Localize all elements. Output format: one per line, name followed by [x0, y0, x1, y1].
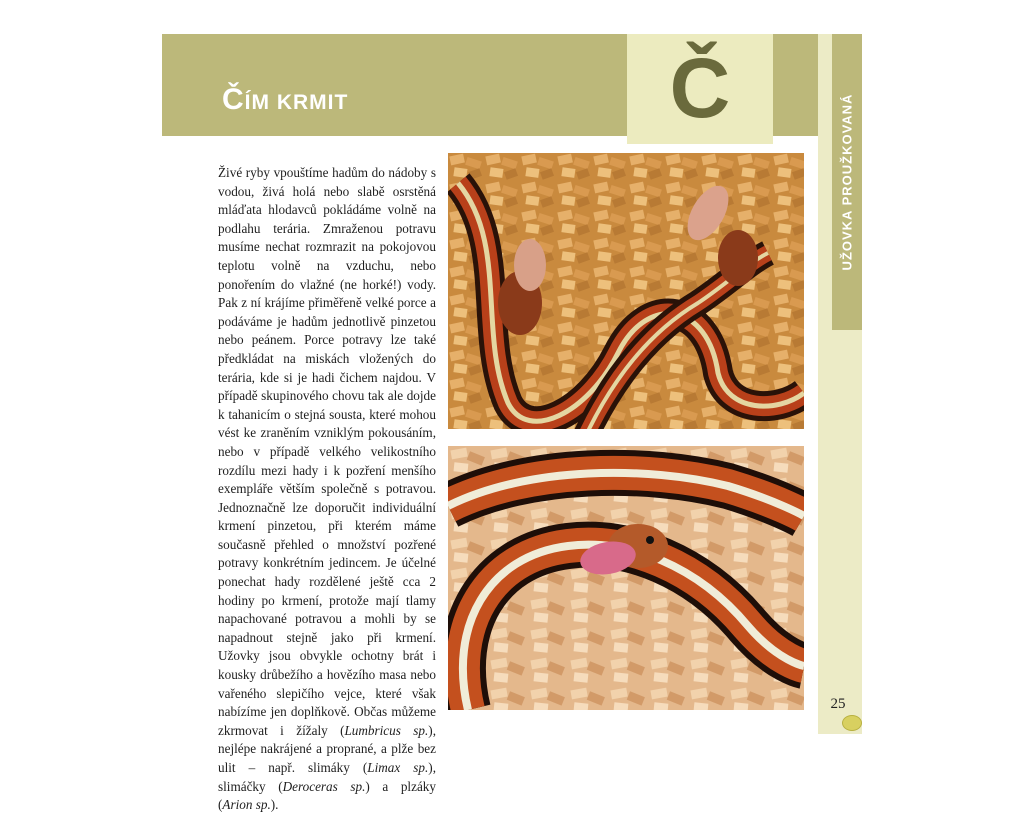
photo-snakes-eating-mice [448, 153, 804, 429]
latin-name: Limax sp. [367, 760, 429, 775]
side-tab-label-wrap [832, 34, 862, 330]
body-paragraph-cont: ) a plzáky ( [218, 778, 436, 813]
body-paragraph-cont: ), nejlépe nakrájené a proprané, a plže bez ulit – např. slimáky ( [218, 722, 436, 775]
section-letter: Č [669, 41, 731, 135]
latin-name: Lumbricus sp. [344, 722, 429, 738]
side-tab-label: UŽOVKA PROUŽKOVANÁ [839, 93, 855, 271]
side-strip [818, 34, 832, 734]
photo-snake-swallowing-mouse [448, 446, 804, 710]
body-paragraph-end: ). [270, 797, 279, 813]
side-strip-lower [832, 330, 862, 734]
photo-1-illustration [448, 153, 804, 429]
page-title [222, 83, 348, 117]
body-text [218, 164, 436, 815]
photo-2-illustration [448, 446, 804, 710]
body-paragraph: Živé ryby vpouštíme hadům do nádoby s vodou, živá holá nebo slabě osrstěná mláďata hlodavců pokládáme volně na podlahu terária. Zmraženou potravu musíme nechat rozmrazit na pokojovou teplotu volně na vzduchu, nebo ponořením do vlažné (ne horké!) vody. Pak z ní krájíme přiměřeně velké porce a podáváme je hadům jednotlivě pinzetou nebo peánem. Porce potravy lze také předkládat na miskách vložených do terária, kde si je hadi čichem najdou. V případě skupinového chovu tak ale dojde k tahanicím o stejná sousta, které mohou vést ke zraněním vzniklým pokousáním, nebo v případě velkého velikostního rozdílu mezi hady i k pozření menšího exempláře větším společně s potravou. Jednoznačně lze doporučit individuální krmení pinzetou, při kterém máme současně přehled o množství pozřené potravy konkrétním jedincem. Je účelné ponechat hady rozdělené ještě cca 2 hodiny po krmení, protože mají tlamy napachované potravou a mohli by se napadnout stejně jako při krmení. Užovky jsou obvykle ochotny brát i kousky drůbežího a hovězího masa nebo vařeného slepičího vejce, které však nabízíme jen doplňkově. Občas můžeme zkrmovat i žížaly ( [218, 165, 436, 738]
publisher-logo-icon [842, 715, 862, 731]
title-capital: Č [222, 83, 245, 116]
latin-name: Deroceras sp. [282, 778, 366, 794]
section-letter-box [627, 34, 773, 144]
title-rest: ÍM KRMIT [244, 91, 349, 114]
latin-name: Arion sp. [222, 797, 271, 813]
page-number: 25 [830, 696, 846, 712]
body-paragraph-cont: ), slimáčky ( [218, 760, 436, 794]
